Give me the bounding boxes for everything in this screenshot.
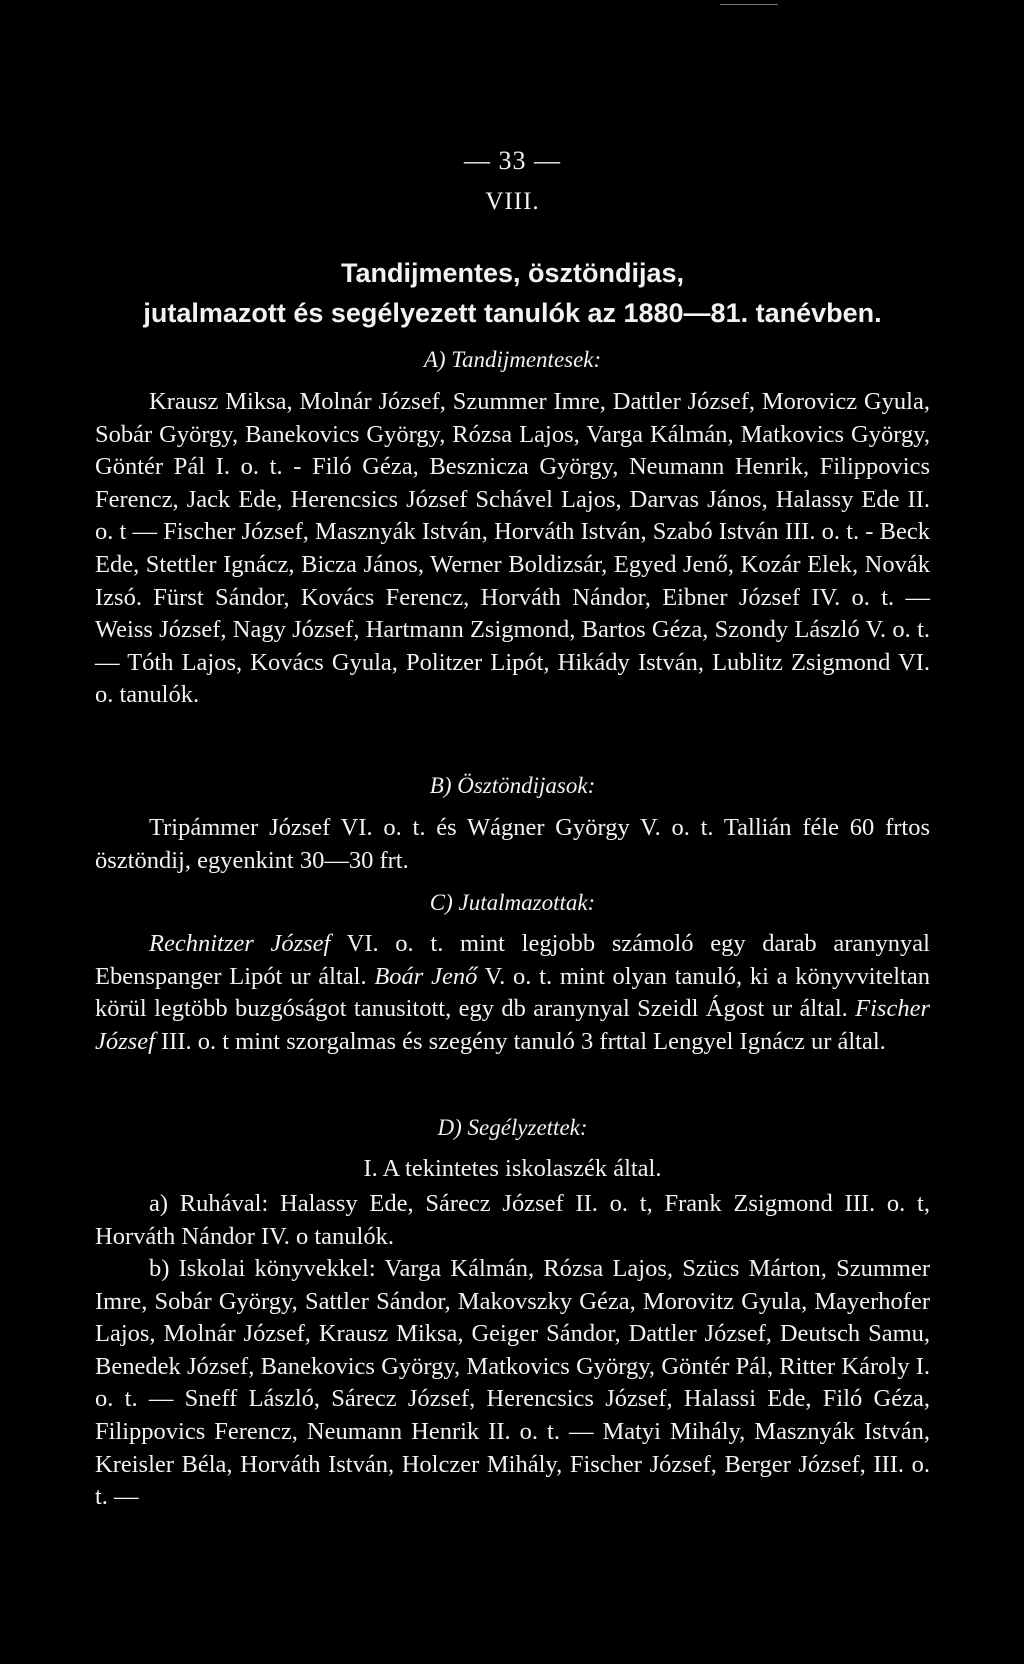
section-d-clothing: a) Ruhával: Halassy Ede, Sárecz József II. o. t, Frank Zsigmond III. o. t, Horváth Nándor IV. o tanulók. <box>95 1190 930 1250</box>
chapter-number: VIII. <box>485 188 540 215</box>
section-d-subheading: I. A tekintetes iskolaszék által. <box>363 1155 662 1182</box>
awardee-name-2: Boár Jenő <box>374 962 478 990</box>
awardee-name-3: Fischer József <box>95 995 930 1055</box>
section-b-text: Tripámmer József VI. o. t. és Wágner György V. o. t. Tallián féle 60 frtos ösztöndij, egyenkint 30—30 frt. <box>95 814 930 874</box>
section-d-books: b) Iskolai könyvekkel: Varga Kálmán, Rózsa Lajos, Szücs Márton, Szummer Imre, Sobár György, Sattler Sándor, Makovszky Géza, Morovitz Gyula, Mayerhofer Lajos, Molnár József, Krausz Miksa, Geiger Sándor, Dattler József, Deutsch Samu, Benedek József, Banekovics György, Matkovics György, Göntér Pál, Ritter Károly I. o. t. — Sneff László, Sárecz József, Herencsics József, Halassi Ede, Filó Géza, Filippovics Ferencz, Neumann Henrik II. o. t. — Matyi Mihály, Masznyák István, Kreisler Béla, Horváth István, Holczer Mihály, Fischer József, Berger József, III. o. t. — <box>95 1255 930 1511</box>
section-c-heading: C) Jutalmazottak: <box>429 890 596 915</box>
awardee-name-1: Rechnitzer József <box>149 930 331 957</box>
top-rule <box>720 4 778 5</box>
award-text-3: III. o. t mint szorgalmas és szegény tanuló 3 frttal Lengyel Ignácz ur által. <box>154 1027 886 1055</box>
page-number: — 33 — <box>464 146 561 175</box>
section-a-heading: A) Tandijmentesek: <box>423 347 602 372</box>
section-b-heading: B) Ösztöndijasok: <box>429 773 596 798</box>
page-title-line2: jutalmazott és segélyezett tanulók az 1880—81. tanévben. <box>143 298 882 328</box>
award-text-2: V. o. t. mint olyan tanuló, ki a könyvviteltan körül legtöbb buzgóságot tanusitott, egy db aranynyal Szeidl Ágost ur által. <box>95 962 930 1023</box>
award-text-1: VI. o. t. mint legjobb számoló egy darab aranynyal Ebenspanger Lipót ur által. <box>95 930 930 990</box>
section-d-heading: D) Segélyzettek: <box>437 1115 588 1140</box>
section-c-text <box>95 928 930 1058</box>
page-title-line1: Tandijmentes, ösztöndijas, <box>340 258 685 288</box>
section-a-text: Krausz Miksa, Molnár József, Szummer Imre, Dattler József, Morovicz Gyula, Sobár György, Banekovics György, Rózsa Lajos, Varga Kálmán, Matkovics György, Göntér Pál I. o. t. - Filó Géza, Besznicza György, Neumann Henrik, Filippovics Ferencz, Jack Ede, Herencsics József Schável Lajos, Darvas János, Halassy Ede II. o. t — Fischer József, Masznyák István, Horváth István, Szabó István III. o. t. - Beck Ede, Stettler Ignácz, Bicza János, Werner Boldizsár, Egyed Jenő, Kozár Elek, Novák Izsó. Fürst Sándor, Kovács Ferencz, Horváth Nándor, Eibner József IV. o. t. — Weiss József, Nagy József, Hartmann Zsigmond, Bartos Géza, Szondy László V. o. t. — Tóth Lajos, Kovács Gyula, Politzer Lipót, Hikády István, Lublitz Zsigmond VI. o. tanulók. <box>95 388 930 709</box>
